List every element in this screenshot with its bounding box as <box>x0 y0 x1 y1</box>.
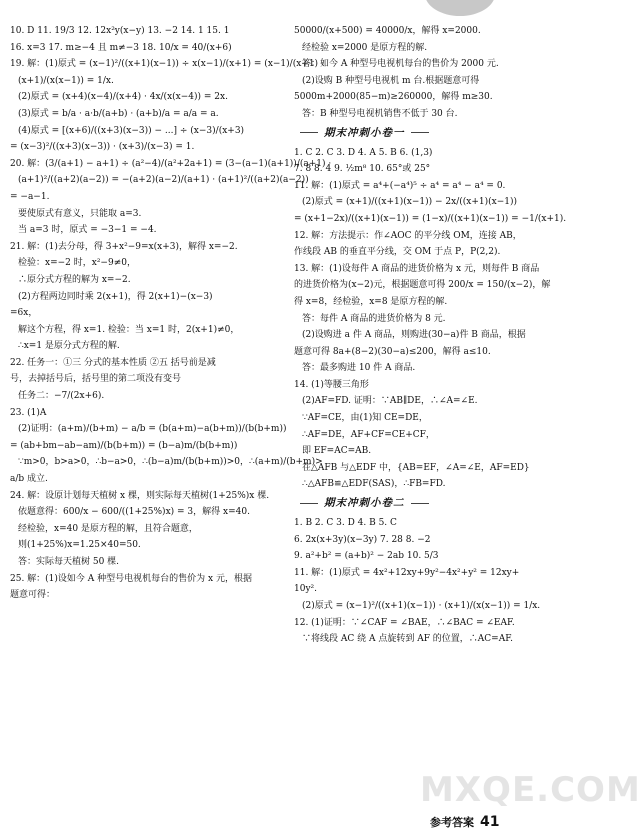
footer-label: 参考答案 <box>430 816 474 829</box>
answer-line: 11. 解：(1)原式 = a⁴+(−a⁴)⁵ ÷ a⁴ = a⁴ − a⁴ = 0. <box>294 180 506 191</box>
answer-line: 作线段 AB 的垂直平分线，交 OM 于点 P，P(2,2). <box>294 247 501 258</box>
answers-continued <box>294 26 556 120</box>
answer-line: (a+1)²/((a+2)(a−2)) = −(a+2)(a−2)/(a+1) · (a+1)²/((a+2)(a−2)) <box>18 175 309 186</box>
answer-line: 19. 解：(1)原式 = (x−1)²/((x+1)(x−1)) ÷ x(x−1)/(x+1) = (x−1)/(x+1) · <box>10 59 324 70</box>
answer-line: 答：每件 A 商品的进货价格为 8 元. <box>302 313 446 324</box>
answer-line: (2)方程两边同时乘 2(x+1)，得 2(x+1)−(x−3) <box>18 291 213 302</box>
section-title-final-2: 期末冲刺小卷二 <box>294 496 556 510</box>
answer-line: (2)原式 = (x+1)/((x+1)(x−1)) − 2x/((x+1)(x−1)) <box>302 197 518 208</box>
answer-line: 即 EF=AC=AB. <box>302 446 372 457</box>
answer-line: = (x−3)²/((x+3)(x−3)) · (x+3)/(x−3) = 1. <box>10 142 195 153</box>
answers-final-2 <box>294 518 556 645</box>
answer-line: 7. 8 8. 4 9. ½m⁸ 10. 65°或 25° <box>294 164 431 175</box>
page-number: 41 <box>480 814 500 830</box>
answer-line: 经检验 x=2000 是原方程的解. <box>302 42 428 53</box>
answer-line: 12. 解：方法提示：作∠AOC 的平分线 OM，连接 AB， <box>294 230 522 241</box>
answer-line: 答：如今 A 种型号电视机每台的售价为 2000 元. <box>302 59 499 70</box>
answer-line: 则(1+25%)x=1.25×40=50. <box>18 540 141 551</box>
answer-line: 经检验，x=40 是原方程的解，且符合题意， <box>18 523 198 534</box>
answer-line: (2)AF=FD. 证明：∵AB∥DE，∴∠A=∠E. <box>302 396 478 407</box>
answer-line: ∵m>0，b>a>0，∴b−a>0，∴(b−a)m/(b(b+m))>0，∴(a+m)/(b+m)> <box>18 457 323 468</box>
answer-line: 检验：x=−2 时，x²−9≠0， <box>18 258 136 269</box>
answer-line: = −a−1. <box>10 191 50 202</box>
answer-line: 10y². <box>294 584 318 595</box>
answer-line: 要使原式有意义，只能取 a=3. <box>18 208 142 219</box>
answer-line: 10. D 11. 19/3 12. 12x²y(x−y) 13. −2 14. 1 15. 1 <box>10 26 230 36</box>
answer-line: 答：实际每天植树 50 棵. <box>18 557 120 567</box>
answer-line: 20. 解：(3/(a+1) − a+1) ÷ (a²−4)/(a²+2a+1) = (3−(a−1)(a+1))/(a+1) · <box>10 158 332 169</box>
answer-line: 5000m+2000(85−m)≥260000，解得 m≥30. <box>294 92 493 103</box>
answer-line: ∴原分式方程的解为 x=−2. <box>18 274 131 285</box>
answer-line: 22. 任务一：①三 分式的基本性质 ②五 括号前是减 <box>10 357 216 368</box>
answer-line: ∴AF=DE，AF+CF=CE+CF， <box>302 429 435 440</box>
answer-line: = (x+1−2x)/((x+1)(x−1)) = (1−x)/((x+1)(x−1)) = −1/(x+1). <box>294 213 567 224</box>
answer-line: 题意可得： <box>10 590 56 601</box>
answer-line: 50000/(x+500) = 40000/x，解得 x=2000. <box>294 26 481 36</box>
answers-final-1 <box>294 147 567 491</box>
answer-line: (2)原式 = (x−1)²/((x+1)(x−1)) · (x+1)/(x(x−1)) = 1/x. <box>302 601 541 611</box>
answer-line: 号，去掉括号后，括号里的第二项没有变号 <box>10 374 182 385</box>
answer-line: 题意可得 8a+(8−2)(30−a)≤200，解得 a≤10. <box>294 346 491 357</box>
answer-line: 6. 2x(x+3y)(x−3y) 7. 28 8. −2 <box>294 534 431 545</box>
answer-line: 24. 解：设原计划每天植树 x 棵，则实际每天植树(1+25%)x 棵. <box>10 490 270 501</box>
answer-line: 9. a²+b² = (a+b)² − 2ab 10. 5/3 <box>294 551 439 562</box>
site-watermark: MXQE.COM <box>420 770 641 810</box>
answer-line: 25. 解：(1)设如今 A 种型号电视机每台的售价为 x 元，根据 <box>10 573 252 584</box>
answer-line: 解这个方程，得 x=1. 检验：当 x=1 时，2(x+1)≠0， <box>18 324 240 335</box>
answer-line: 在△AFB 与△EDF 中，{AB=EF，∠A=∠E，AF=ED} <box>302 462 530 473</box>
answer-line: (2)证明：(a+m)/(b+m) − a/b = (b(a+m)−a(b+m))/(b(b+m)) <box>18 424 287 435</box>
section-title-final-1: 期末冲刺小卷一 <box>294 126 556 140</box>
answer-line: ∵将线段 AC 绕 A 点旋转到 AF 的位置，∴AC=AF. <box>302 634 513 645</box>
answer-line: (x+1)/(x(x−1)) = 1/x. <box>18 75 114 86</box>
answer-line: = (ab+bm−ab−am)/(b(b+m)) = (b−a)m/(b(b+m)) <box>10 440 238 451</box>
answer-line: 依题意得：600/x − 600/((1+25%)x) = 3，解得 x=40. <box>18 507 250 518</box>
answer-line: 11. 解：(1)原式 = 4x²+12xy+9y²−4x²+y² = 12xy+ <box>294 567 520 578</box>
answer-line: ∵AF=CE，由(1)知 CE=DE， <box>302 413 428 424</box>
answer-line: (4)原式 = [(x+6)/((x+3)(x−3)) − ...] ÷ (x−3)/(x+3) <box>18 125 245 136</box>
answer-line: ∴x=1 是原分式方程的解. <box>18 341 120 352</box>
answer-line: 21. 解：(1)去分母，得 3+x²−9=x(x+3)，解得 x=−2. <box>10 241 238 252</box>
right-column <box>294 26 567 651</box>
answer-line: 任务二：−7/(2x+6). <box>18 391 105 402</box>
answer-line: =6x， <box>10 308 38 319</box>
answer-line: 14. (1)等腰三角形 <box>294 379 369 390</box>
answer-line: 得 x=8，经检验，x=8 是原方程的解. <box>294 296 448 307</box>
answer-line: (2)设购进 a 件 A 商品，则购进(30−a)件 B 商品，根据 <box>302 330 526 341</box>
answer-line: 答：B 种型号电视机销售不低于 30 台. <box>302 108 458 119</box>
answer-line: 16. x=3 17. m≥−4 且 m≠−3 18. 10/x = 40/(x+6) <box>10 42 232 53</box>
answer-line: 当 a=3 时，原式 = −3−1 = −4. <box>18 225 157 236</box>
answer-line: ∴△AFB≌△EDF(SAS)，∴FB=FD. <box>302 479 446 490</box>
answer-line: (3)原式 = b/a · a·b/(a+b) · (a+b)/a = a/a = a. <box>18 108 219 119</box>
answer-line: 的进货价格为(x−2)元，根据题意可得 200/x = 150/(x−2)，解 <box>294 280 551 291</box>
answer-line: 13. 解：(1)设每件 A 商品的进货价格为 x 元，则每件 B 商品 <box>294 263 540 274</box>
answer-line: 1. B 2. C 3. D 4. B 5. C <box>294 518 397 529</box>
page-footer <box>430 814 499 830</box>
answer-line: 答：最多购进 10 件 A 商品. <box>302 363 416 374</box>
answer-line: a/b 成立. <box>10 474 48 485</box>
page-corner-decoration <box>425 0 495 16</box>
answer-line: 23. (1)A <box>10 407 47 418</box>
answer-line: (2)设购 B 种型号电视机 m 台.根据题意可得 <box>302 75 480 86</box>
answer-line: (2)原式 = (x+4)(x−4)/(x+4) · 4x/(x(x−4)) = 2x. <box>18 92 228 103</box>
answer-line: 1. C 2. C 3. D 4. A 5. B 6. (1,3) <box>294 147 433 158</box>
answer-line: 12. (1)证明：∵∠CAF = ∠BAE，∴∠BAC = ∠EAF. <box>294 617 515 628</box>
